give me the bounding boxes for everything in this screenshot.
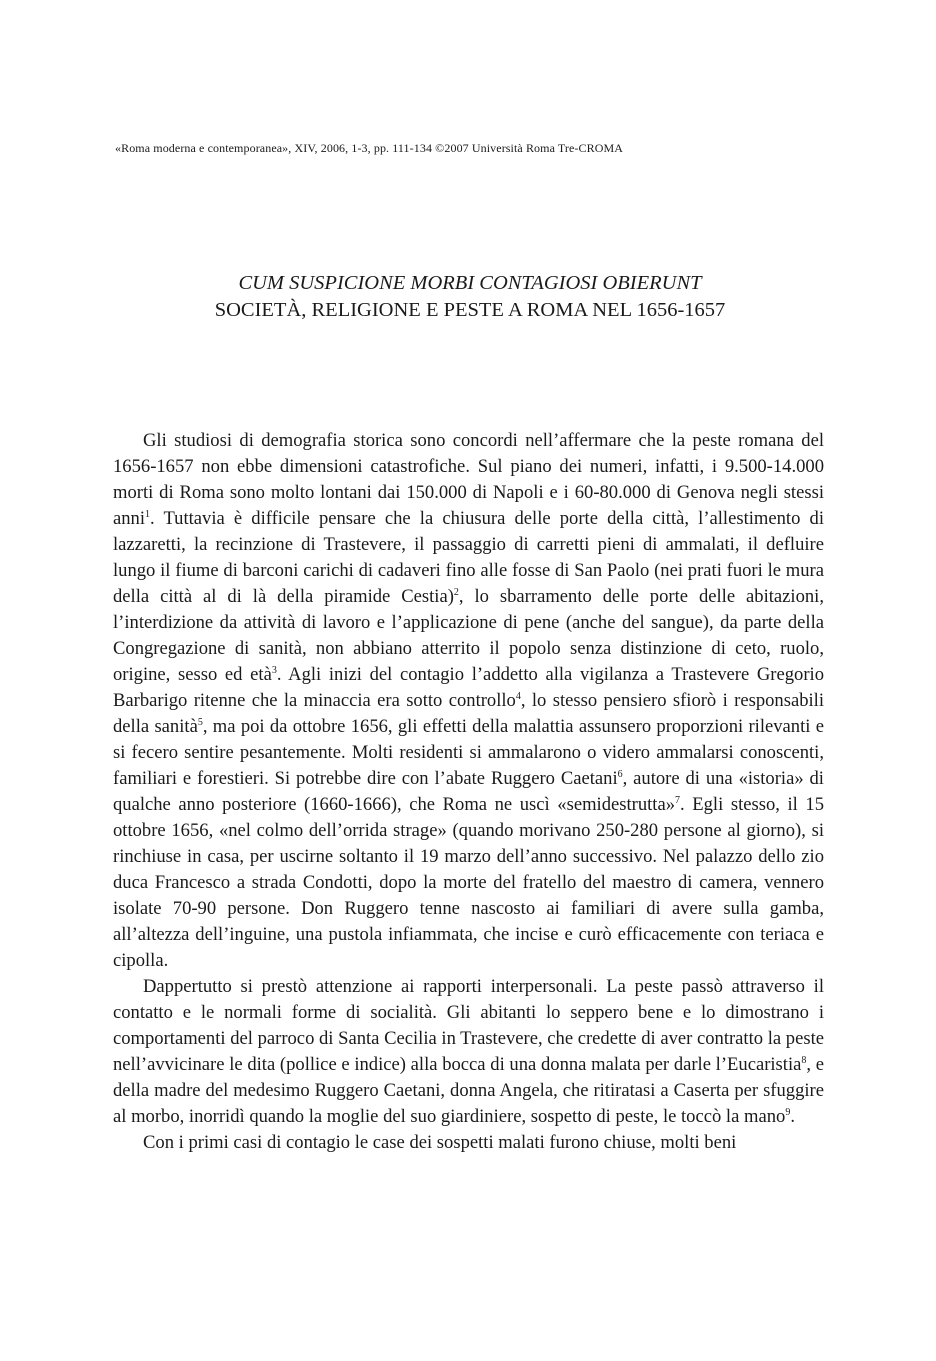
title-latin-line: CUM SUSPICIONE MORBI CONTAGIOSI OBIERUNT <box>238 272 702 294</box>
footnote-ref-9[interactable]: 9 <box>785 1107 791 1118</box>
footnote-ref-3[interactable]: 3 <box>271 665 277 676</box>
text-run: . Tuttavia è difficile pensare che la chiusura delle porte della città, l’allestimento di lazzaretti, la recinzione di Trastevere, il passaggio di carretti pieni di ammalati, il defluire lungo il fiume di barconi carichi di cadaveri fino alle fosse di San Paolo (nei prati fuori le mura della città al di là della piramide Cestia) <box>113 508 824 607</box>
footnote-ref-6[interactable]: 6 <box>617 769 623 780</box>
footnote-ref-5[interactable]: 5 <box>197 717 203 728</box>
paragraph-2 <box>113 974 824 1130</box>
text-run: Con i primi casi di contagio le case dei sospetti malati furono chiuse, molti beni <box>143 1132 737 1153</box>
text-run: . Egli stesso, il 15 ottobre 1656, «nel colmo dell’orrida strage» (quando morivano 250-280 persone al giorno), si rinchiuse in casa, per uscirne soltanto il 19 marzo dell’anno successivo. Nel palazzo dello zio duca Francesco a strada Condotti, dopo la morte del fratello del maestro di camera, vennero isolate 70-90 persone. Don Ruggero tenne nascosto ai familiari di avere sulla gamba, all’altezza dell’inguine, una pustola infiammata, che incise e curò efficacemente con teriaca e cipolla. <box>113 794 824 971</box>
footnote-ref-7[interactable]: 7 <box>675 795 681 806</box>
text-run: Gli studiosi di demografia storica sono concordi nell’affermare che la peste romana del 1656-1657 non ebbe dimensioni catastrofiche. Sul piano dei numeri, infatti, i 9.500-14.000 morti di Roma sono molto lontani dai 150.000 di Napoli e i 60-80.000 di Genova negli stessi anni <box>113 430 824 529</box>
title-subtitle-line: SOCIETÀ, RELIGIONE E PESTE A ROMA NEL 1656-1657 <box>214 299 726 321</box>
text-run: , e della madre del medesimo Ruggero Caetani, donna Angela, che ritiratasi a Caserta per sfuggire al morbo, inorridì quando la moglie del suo giardiniere, sospetto di peste, le toccò la mano <box>113 1054 824 1127</box>
footnote-ref-4[interactable]: 4 <box>515 691 521 702</box>
paragraph-1 <box>113 428 824 974</box>
text-run: . <box>790 1106 795 1127</box>
paragraph-3 <box>113 1130 824 1156</box>
text-run: . Agli inizi del contagio l’addetto alla vigilanza a Trastevere Gregorio Barbarigo ritenne che la minaccia era sotto controllo <box>113 664 825 711</box>
article-title <box>115 270 825 324</box>
footnote-ref-2[interactable]: 2 <box>453 587 459 598</box>
text-run: Dappertutto si prestò attenzione ai rapporti interpersonali. La peste passò attraverso il contatto e le normali forme di socialità. Gli abitanti lo seppero bene e lo dimostrano i comportamenti del parroco di Santa Cecilia in Trastevere, che credette di aver contratto la peste nell’avvicinare le dita (pollice e indice) alla bocca di una donna malata per darle l’Eucaristia <box>113 976 824 1075</box>
footnote-ref-8[interactable]: 8 <box>801 1055 807 1066</box>
text-run: , lo sbarramento delle porte delle abitazioni, l’interdizione da attività di lavoro e l’applicazione di pene (anche del sangue), da parte della Congregazione di sanità, non abbiano atterrito il popolo senza distinzione di ceto, ruolo, origine, sesso ed età <box>113 586 824 685</box>
text-run: , autore di una «istoria» di qualche anno posteriore (1660-1666), che Roma ne uscì «semidestrutta» <box>113 768 824 815</box>
footnote-ref-1[interactable]: 1 <box>145 509 151 520</box>
journal-citation-header: «Roma moderna e contemporanea», XIV, 2006, 1-3, pp. 111-134 ©2007 Università Roma Tre-CROMA <box>115 141 624 155</box>
text-run: , ma poi da ottobre 1656, gli effetti della malattia assunsero proporzioni rilevanti e si fecero sentire pesantemente. Molti residenti si ammalarono o videro ammalarsi conoscenti, familiari e forestieri. Si potrebbe dire con l’abate Ruggero Caetani <box>113 716 825 789</box>
text-run: , lo stesso pensiero sfiorò i responsabili della sanità <box>113 690 824 737</box>
article-body <box>113 428 824 1156</box>
